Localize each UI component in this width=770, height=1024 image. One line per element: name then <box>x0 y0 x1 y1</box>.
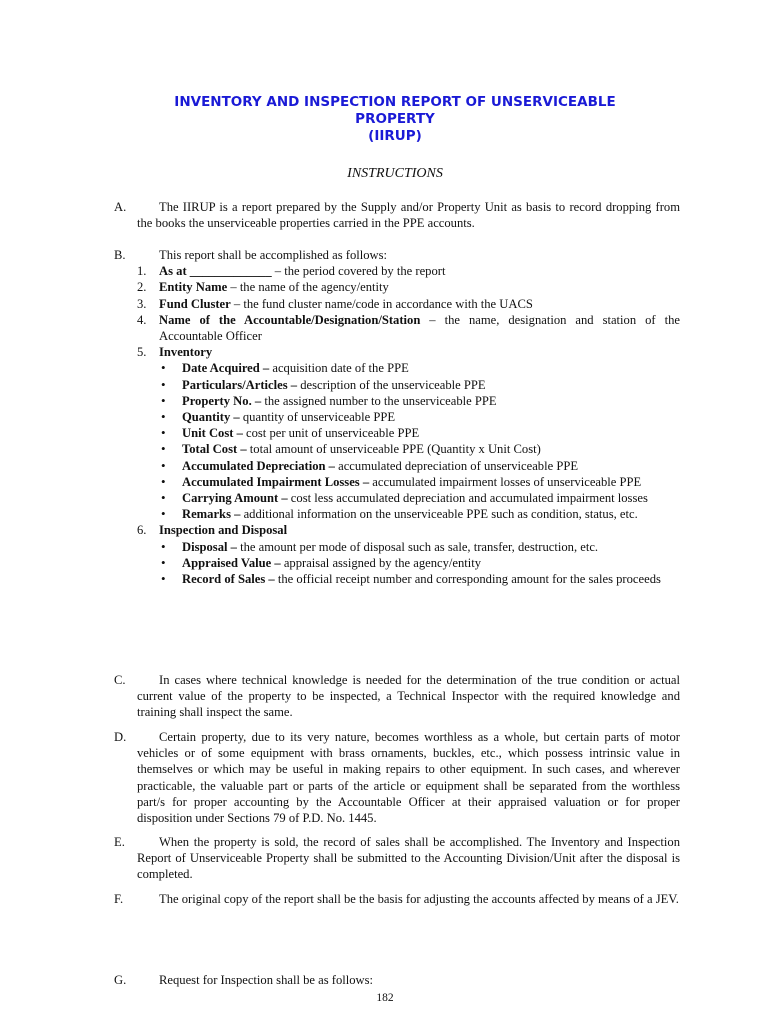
list-item: 3. Fund Cluster – the fund cluster name/code in accordance with the UACS <box>137 296 533 311</box>
section-a <box>114 199 680 231</box>
section-letter: D. <box>114 730 127 744</box>
bullet-item: • Accumulated Depreciation – accumulated depreciation of unserviceable PPE <box>137 458 680 474</box>
section-b <box>114 247 680 587</box>
section-letter: F. <box>114 892 124 906</box>
bullet-item: • Property No. – the assigned number to the unserviceable PPE <box>137 393 680 409</box>
disposal-bullets <box>137 539 680 588</box>
document-title <box>100 94 690 145</box>
section-e <box>114 834 680 883</box>
bullet-item: • Date Acquired – acquisition date of the PPE <box>137 360 680 376</box>
section-text: This report shall be accomplished as follows: <box>159 248 388 262</box>
section-letter: C. <box>114 673 126 687</box>
bullet-item: • Quantity – quantity of unserviceable PPE <box>137 409 680 425</box>
title-line-3: (IIRUP) <box>368 128 422 144</box>
section-text: Request for Inspection shall be as follows: <box>159 973 374 987</box>
instructions-heading: INSTRUCTIONS <box>347 166 443 181</box>
bullet-item: • Disposal – the amount per mode of disposal such as sale, transfer, destruction, etc. <box>137 539 680 555</box>
list-item: 2. Entity Name – the name of the agency/entity <box>137 280 389 295</box>
inventory-bullets <box>137 360 680 522</box>
section-letter: A. <box>114 200 127 214</box>
bullet-item: • Remarks – additional information on the unserviceable PPE such as condition, status, etc. <box>137 506 680 522</box>
section-letter: G. <box>114 973 127 987</box>
bullet-item: • Accumulated Impairment Losses – accumulated impairment losses of unserviceable PPE <box>137 474 680 490</box>
bullet-item: • Record of Sales – the official receipt number and corresponding amount for the sales proceeds <box>137 571 680 587</box>
bullet-item: • Total Cost – total amount of unserviceable PPE (Quantity x Unit Cost) <box>137 441 680 457</box>
bullet-item: • Unit Cost – cost per unit of unserviceable PPE <box>137 425 680 441</box>
page-number: 182 <box>376 992 394 1004</box>
section-c <box>114 672 680 721</box>
section-text: Certain property, due to its very nature, becomes worthless as a whole, but certain parts of motor vehicles or of some equipment with brass ornaments, buckles, etc., which possess intrinsic value in themselves or which may be useful in making repairs to other equipment. In such cases, and wherever practicable, the valuable part or parts of the article or equipment shall be separated from the worthless part/s for proper accounting by the Accountable Officer at their appraised valuation or for proper disposition under Sections 79 of P.D. No. 1445. <box>137 730 680 826</box>
section-g <box>114 972 680 988</box>
section-text: In cases where technical knowledge is needed for the determination of the true condition or actual current value of the property to be inspected, a Technical Inspector with the required knowledge and training shall inspect the same. <box>137 673 680 720</box>
numbered-list <box>137 263 680 587</box>
title-line-2: PROPERTY <box>355 111 435 127</box>
bullet-item: • Particulars/Articles – description of the unserviceable PPE <box>137 377 680 393</box>
list-item: 6. Inspection and Disposal <box>137 523 288 538</box>
title-line-1: INVENTORY AND INSPECTION REPORT OF UNSERVICEABLE <box>174 94 616 110</box>
section-text: The IIRUP is a report prepared by the Supply and/or Property Unit as basis to record dropping from the books the unserviceable properties carried in the PPE accounts. <box>137 200 680 231</box>
section-text: The original copy of the report shall be the basis for adjusting the accounts affected by means of a JEV. <box>159 892 679 906</box>
section-letter: B. <box>114 248 126 262</box>
list-item: 5. Inventory <box>137 345 213 360</box>
list-item: 1. As at _____________ – the period covered by the report <box>137 264 446 279</box>
section-letter: E. <box>114 835 125 849</box>
section-text: When the property is sold, the record of sales shall be accomplished. The Inventory and Inspection Report of Unserviceable Property shall be submitted to the Accounting Division/Unit after the disposal is completed. <box>137 835 680 882</box>
section-f <box>114 891 680 907</box>
bullet-item: • Carrying Amount – cost less accumulated depreciation and accumulated impairment losses <box>137 490 680 506</box>
bullet-item: • Appraised Value – appraisal assigned by the agency/entity <box>137 555 680 571</box>
section-d <box>114 729 680 826</box>
list-item: 4. Name of the Accountable/Designation/Station – the name, designation and station of the Accountable Officer <box>137 312 680 344</box>
